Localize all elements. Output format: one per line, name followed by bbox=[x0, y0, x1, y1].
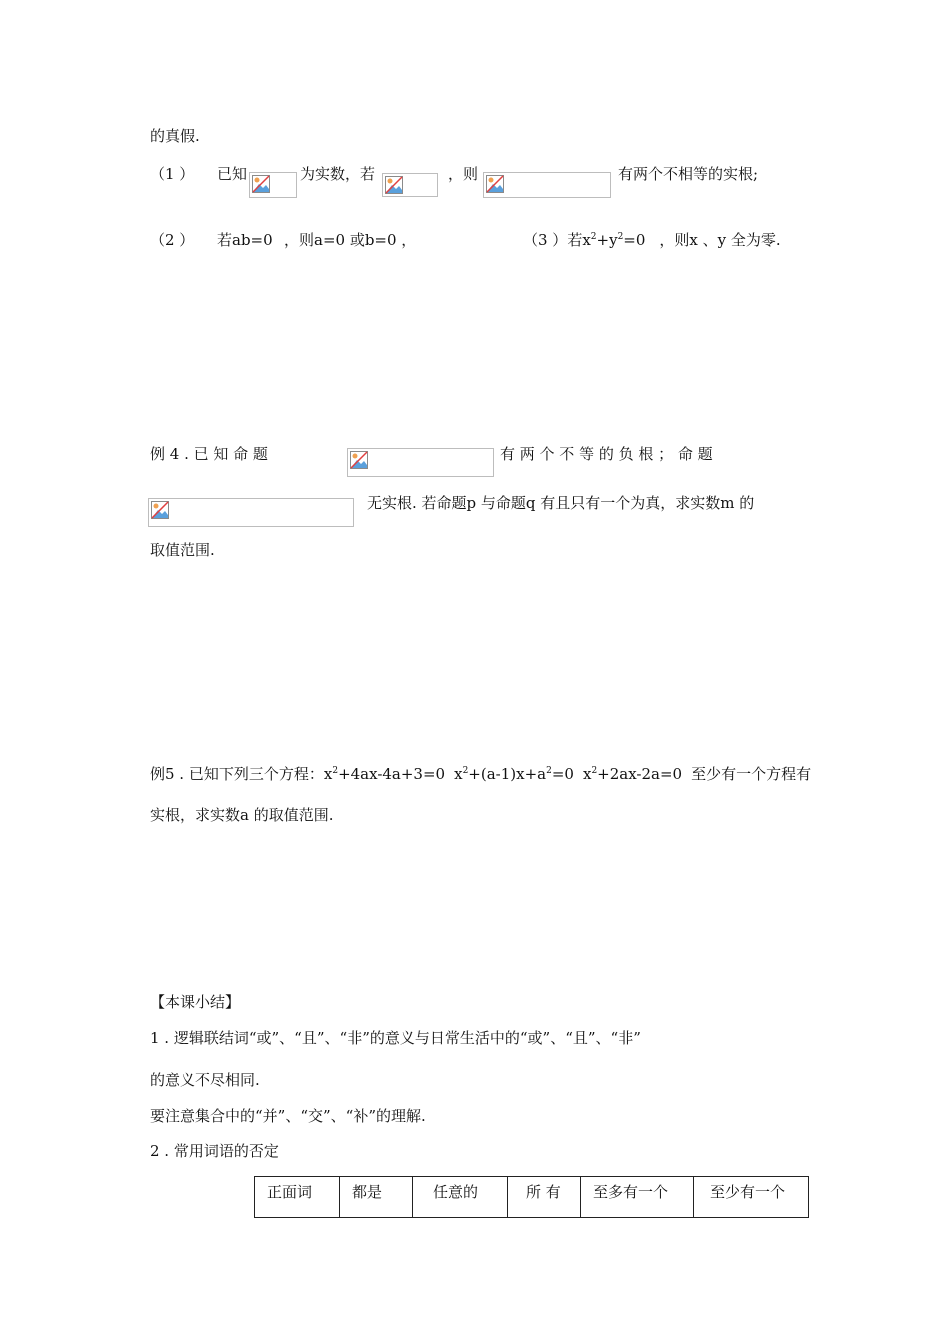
item-3-text-b: +y bbox=[596, 231, 618, 249]
text-line: 的真假. bbox=[150, 127, 200, 145]
item-3 bbox=[523, 230, 781, 250]
table-cell: 都是 bbox=[340, 1177, 413, 1218]
superscript: 2 bbox=[617, 232, 624, 242]
formula-image-placeholder bbox=[148, 498, 354, 527]
example-5-label: 例5 . 已知下列三个方程： bbox=[150, 765, 324, 783]
summary-point-2: 2 . 常用词语的否定 bbox=[150, 1142, 279, 1160]
item-2-text-a: 若ab=0 bbox=[217, 231, 273, 249]
eq-part: x bbox=[454, 765, 463, 783]
equation-2 bbox=[454, 765, 574, 783]
item-1-text-a: 已知 bbox=[217, 165, 248, 183]
superscript: 2 bbox=[462, 766, 469, 776]
example-4-text-c: 取值范围. bbox=[150, 541, 215, 559]
formula-image-placeholder bbox=[382, 173, 438, 197]
item-3-text-d: ，则x 、y 全为零. bbox=[659, 231, 781, 249]
formula-image-placeholder bbox=[249, 172, 297, 198]
example-5-line-2: 实根，求实数a 的取值范围. bbox=[150, 806, 334, 824]
broken-image-icon bbox=[385, 176, 403, 194]
eq-part: +(a-1)x+a bbox=[468, 765, 547, 783]
summary-point-1-cont: 的意义不尽相同. bbox=[150, 1071, 260, 1089]
item-3-text-a: 若x bbox=[567, 231, 591, 249]
item-1-number: （1 ） bbox=[150, 165, 195, 183]
equation-3 bbox=[583, 765, 682, 783]
table-cell: 所 有 bbox=[508, 1177, 581, 1218]
example-4-label: 例 4 . 已 知 命 题 bbox=[150, 445, 268, 463]
broken-image-icon bbox=[350, 451, 368, 469]
equation-1 bbox=[324, 765, 445, 783]
table-cell: 至多有一个 bbox=[581, 1177, 694, 1218]
table-cell: 正面词 bbox=[255, 1177, 340, 1218]
superscript: 2 bbox=[546, 766, 552, 776]
eq-part: +4ax-4a+3=0 bbox=[338, 765, 446, 783]
item-3-text-c: =0 bbox=[623, 231, 646, 249]
summary-note: 要注意集合中的“并”、“交”、“补”的理解. bbox=[150, 1107, 426, 1125]
table-cell: 至少有一个 bbox=[694, 1177, 809, 1218]
summary-point-1: 1 . 逻辑联结词“或”、“且”、“非”的意义与日常生活中的“或”、“且”、“非” bbox=[150, 1029, 641, 1047]
example-5-line-1 bbox=[150, 764, 811, 784]
item-2-text-b: ，则a=0 或b=0 ， bbox=[284, 231, 417, 249]
summary-heading: 【本课小结】 bbox=[150, 993, 241, 1011]
item-2-number: （2 ） bbox=[150, 231, 195, 249]
item-1-text-b: 为实数，若 bbox=[300, 165, 376, 183]
item-3-number: （3 ） bbox=[523, 231, 568, 249]
broken-image-icon bbox=[252, 175, 270, 193]
negation-table bbox=[254, 1176, 809, 1218]
formula-image-placeholder bbox=[483, 172, 611, 198]
eq-part: +2ax-2a=0 bbox=[597, 765, 683, 783]
broken-image-icon bbox=[151, 501, 169, 519]
superscript: 2 bbox=[590, 232, 597, 242]
example-5-tail: 至少有一个方程有 bbox=[691, 765, 812, 783]
superscript: 2 bbox=[591, 766, 598, 776]
eq-part: x bbox=[323, 765, 333, 783]
superscript: 2 bbox=[332, 766, 339, 776]
broken-image-icon bbox=[486, 175, 504, 193]
eq-part: =0 bbox=[551, 765, 574, 783]
example-4-text-b: 无实根. 若命题p 与命题q 有且只有一个为真，求实数m 的 bbox=[367, 494, 755, 512]
item-1-text-d: 有两个不相等的实根; bbox=[618, 165, 759, 183]
example-4-text-a: 有 两 个 不 等 的 负 根 ； 命 题 bbox=[500, 445, 713, 463]
formula-image-placeholder bbox=[347, 448, 494, 477]
table-row bbox=[255, 1177, 809, 1218]
item-1-text-c: ，则 bbox=[448, 165, 479, 183]
table-cell: 任意的 bbox=[413, 1177, 508, 1218]
eq-part: x bbox=[582, 765, 592, 783]
